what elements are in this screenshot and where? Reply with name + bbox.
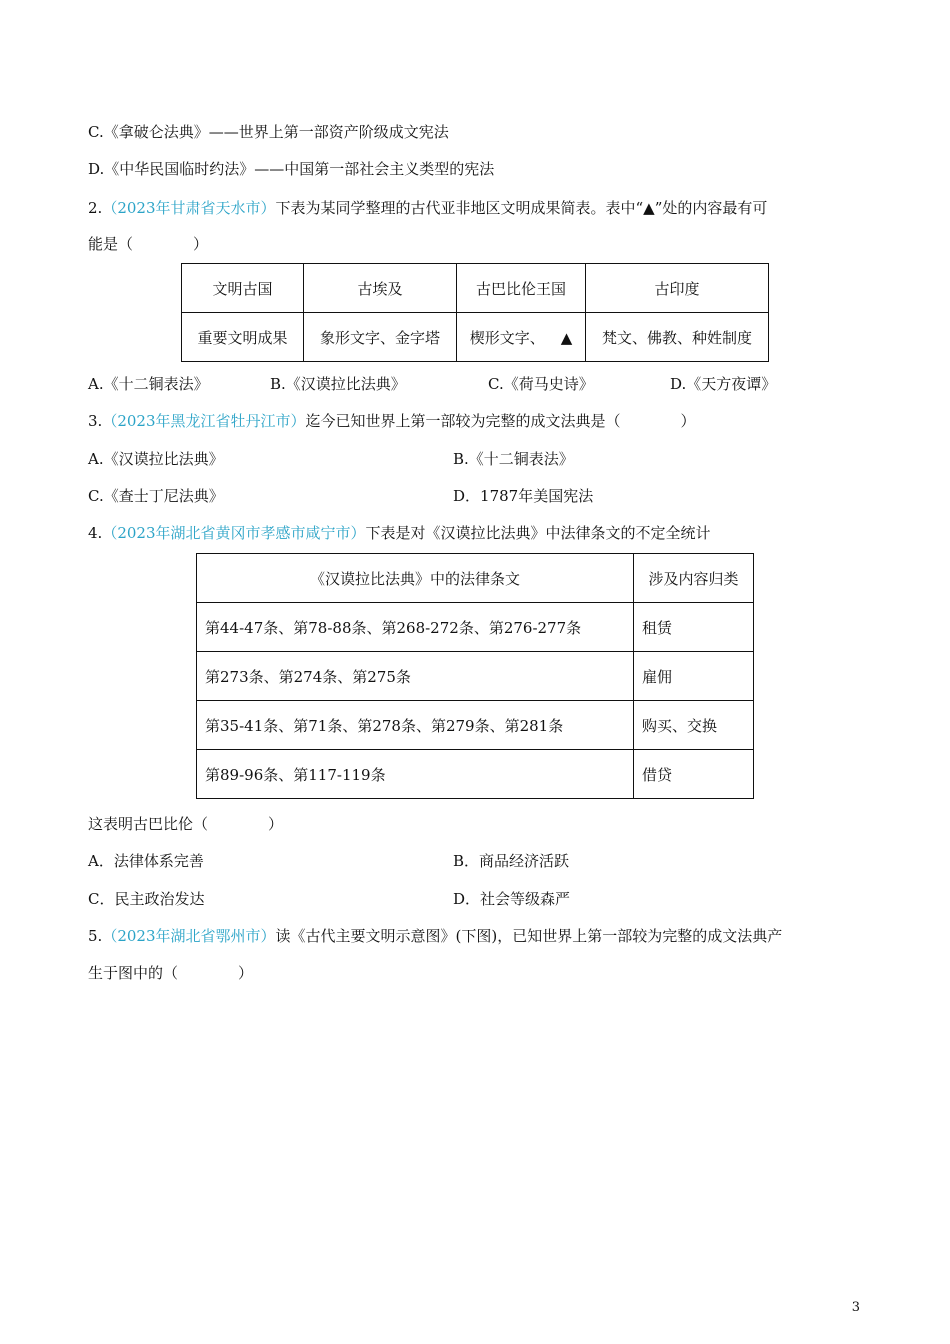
triangle-marker: ▲ xyxy=(560,328,573,347)
table-row xyxy=(182,313,769,362)
q2-table xyxy=(181,263,769,362)
q3-stem xyxy=(88,411,696,431)
q4-table xyxy=(196,553,754,799)
q3-option-b: B.《十二铜表法》 xyxy=(453,450,574,468)
table-cell: 雇佣 xyxy=(634,652,754,701)
q5-source: （2023年湖北省鄂州市） xyxy=(102,927,276,945)
q2-option-a: A.《十二铜表法》 xyxy=(88,375,209,393)
table-header-cell: 《汉谟拉比法典》中的法律条文 xyxy=(197,554,634,603)
table-cell: 第89-96条、第117-119条 xyxy=(197,750,634,799)
table-cell: 购买、交换 xyxy=(634,701,754,750)
q3-text: 迄今已知世界上第一部较为完整的成文法典是（ ） xyxy=(305,412,696,430)
q2-stem-cont: 能是（ ） xyxy=(88,235,209,253)
q4-source: （2023年湖北省黄冈市孝感市咸宁市） xyxy=(102,524,366,542)
cell-text: 楔形文字、 xyxy=(469,328,545,347)
q5-stem-cont: 生于图中的（ ） xyxy=(88,964,254,982)
table-cell: 租赁 xyxy=(634,603,754,652)
table-cell: 文明古国 xyxy=(182,264,304,313)
page-number: 3 xyxy=(851,1300,860,1315)
table-row xyxy=(197,554,754,603)
table-cell: 借贷 xyxy=(634,750,754,799)
q4-text: 下表是对《汉谟拉比法典》中法律条文的不定全统计 xyxy=(365,524,711,542)
q2-source: （2023年甘肃省天水市） xyxy=(102,199,276,217)
table-cell: 古巴比伦王国 xyxy=(457,264,586,313)
table-row xyxy=(197,701,754,750)
q3-source: （2023年黑龙江省牡丹江市） xyxy=(102,412,306,430)
table-header-cell: 涉及内容归类 xyxy=(634,554,754,603)
table-cell: 第273条、第274条、第275条 xyxy=(197,652,634,701)
table-cell: 古埃及 xyxy=(304,264,457,313)
table-cell: 古印度 xyxy=(586,264,769,313)
q3-option-d: D．1787年美国宪法 xyxy=(453,487,594,505)
q4-option-b: B．商品经济活跃 xyxy=(453,852,570,870)
q2-number: 2. xyxy=(88,199,103,217)
table-cell xyxy=(457,313,586,362)
q4-number: 4. xyxy=(88,524,103,542)
table-row xyxy=(197,652,754,701)
q5-text: 读《古代主要文明示意图》(下图)，已知世界上第一部较为完整的成文法典产 xyxy=(275,927,783,945)
table-row xyxy=(197,603,754,652)
option-d-line: D.《中华民国临时约法》——中国第一部社会主义类型的宪法 xyxy=(88,160,495,178)
q2-option-b: B.《汉谟拉比法典》 xyxy=(270,375,406,393)
q5-stem xyxy=(88,926,782,946)
table-cell: 第35-41条、第71条、第278条、第279条、第281条 xyxy=(197,701,634,750)
table-row xyxy=(197,750,754,799)
table-cell: 第44-47条、第78-88条、第268-272条、第276-277条 xyxy=(197,603,634,652)
q2-option-c: C.《荷马史诗》 xyxy=(488,375,594,393)
option-c-line: C.《拿破仑法典》——世界上第一部资产阶级成文宪法 xyxy=(88,123,449,141)
q2-stem xyxy=(88,198,767,218)
table-cell: 象形文字、金字塔 xyxy=(304,313,457,362)
q2-text: 下表为某同学整理的古代亚非地区文明成果简表。表中“▲”处的内容最有可 xyxy=(275,199,768,217)
table-cell: 重要文明成果 xyxy=(182,313,304,362)
q4-stem xyxy=(88,523,711,543)
q5-number: 5. xyxy=(88,927,103,945)
q4-option-c: C．民主政治发达 xyxy=(88,890,205,908)
table-row xyxy=(182,264,769,313)
q2-option-d: D.《天方夜谭》 xyxy=(670,375,777,393)
q4-after-text: 这表明古巴比伦（ ） xyxy=(88,815,284,833)
q3-option-a: A.《汉谟拉比法典》 xyxy=(88,450,224,468)
q3-number: 3. xyxy=(88,412,103,430)
q4-option-d: D．社会等级森严 xyxy=(453,890,571,908)
q4-option-a: A．法律体系完善 xyxy=(88,852,204,870)
q3-option-c: C.《查士丁尼法典》 xyxy=(88,487,224,505)
table-cell: 梵文、佛教、种姓制度 xyxy=(586,313,769,362)
